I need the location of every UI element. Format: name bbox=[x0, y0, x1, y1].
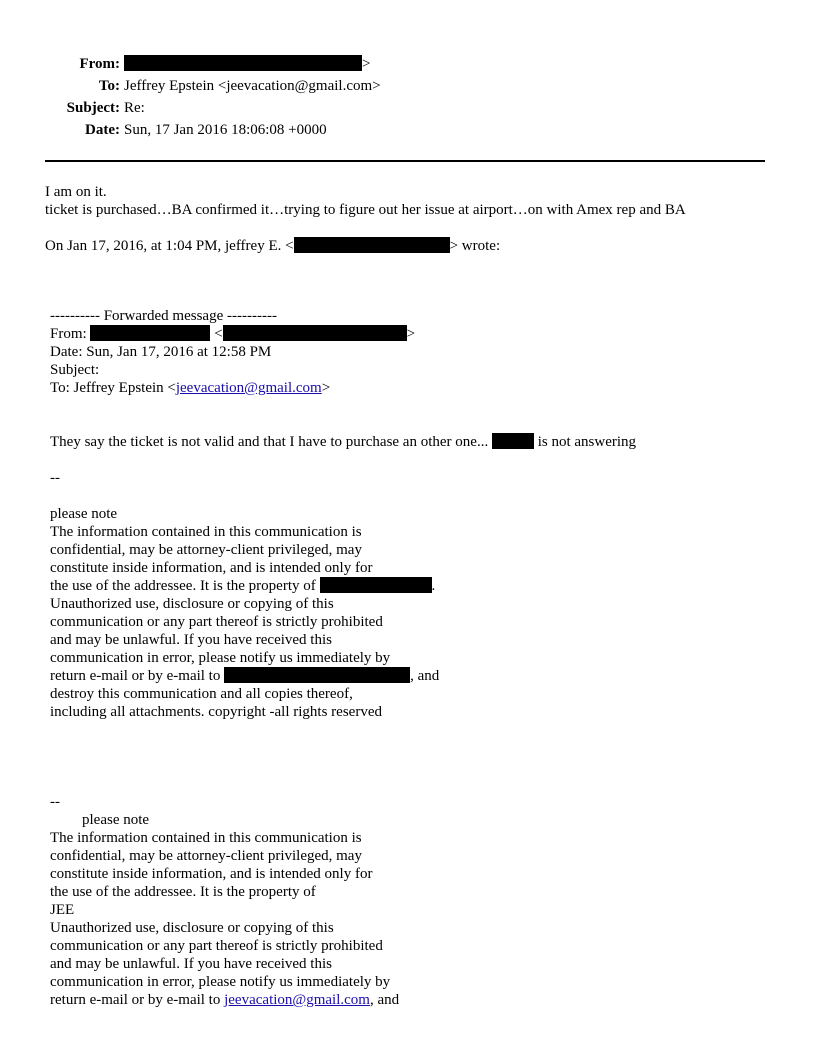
redaction-box bbox=[224, 667, 410, 683]
quote-prefix: On Jan 17, 2016, at 1:04 PM, jeffrey E. < bbox=[45, 238, 294, 254]
forwarded-message bbox=[50, 433, 636, 451]
disclaimer-line: communication or any part thereof is strictly prohibited bbox=[50, 938, 383, 954]
disclaimer-line: communication or any part thereof is strictly prohibited bbox=[50, 614, 383, 630]
redaction-box bbox=[223, 325, 407, 341]
disclaimer-line: confidential, may be attorney-client privileged, may bbox=[50, 848, 362, 864]
redaction-box bbox=[294, 237, 450, 253]
from-value bbox=[124, 53, 370, 75]
disclaimer-line: JEE bbox=[50, 902, 75, 918]
disclaimer-line: the use of the addressee. It is the property of bbox=[50, 884, 316, 900]
disclaimer-line: destroy this communication and all copies thereof, bbox=[50, 686, 353, 702]
redaction-box bbox=[492, 433, 534, 449]
forwarded-banner: ---------- Forwarded message ---------- bbox=[50, 308, 277, 324]
forwarded-from-gt: > bbox=[406, 326, 416, 342]
subject-row bbox=[40, 97, 381, 119]
redaction-box bbox=[124, 55, 362, 71]
disclaimer-line: Unauthorized use, disclosure or copying of this bbox=[50, 596, 334, 612]
reply-body bbox=[45, 183, 686, 219]
forwarded-to-suffix: > bbox=[321, 380, 331, 396]
quote-suffix: > wrote: bbox=[449, 238, 501, 254]
email-header bbox=[40, 53, 381, 141]
disclaimer-text: the use of the addressee. It is the property of bbox=[50, 578, 316, 594]
from-suffix: > bbox=[362, 56, 371, 72]
disclaimer-text: return e-mail or by e-mail to bbox=[50, 992, 221, 1008]
subject-value: Re: bbox=[124, 100, 145, 116]
date-value: Sun, 17 Jan 2016 18:06:08 +0000 bbox=[124, 122, 327, 138]
disclaimer-text: , and bbox=[369, 992, 400, 1008]
to-label: To: bbox=[98, 78, 120, 94]
to-row bbox=[40, 75, 381, 97]
forwarded-to bbox=[50, 379, 415, 397]
header-divider bbox=[45, 160, 765, 162]
disclaimer-text: , and bbox=[410, 668, 440, 684]
forwarded-from bbox=[50, 325, 415, 343]
disclaimer-line: please note bbox=[82, 812, 150, 828]
forwarded-date: Date: Sun, Jan 17, 2016 at 12:58 PM bbox=[50, 344, 272, 360]
forwarded-subject: Subject: bbox=[50, 362, 100, 378]
disclaimer-line: including all attachments. copyright -all rights reserved bbox=[50, 704, 382, 720]
quote-attribution bbox=[45, 237, 500, 255]
disclaimer-block-2 bbox=[50, 793, 399, 1009]
disclaimer-text: return e-mail or by e-mail to bbox=[50, 668, 221, 684]
disclaimer-line: Unauthorized use, disclosure or copying of this bbox=[50, 920, 334, 936]
to-value: Jeffrey Epstein <jeevacation@gmail.com> bbox=[124, 78, 381, 94]
reply-line-1: I am on it. bbox=[45, 184, 107, 200]
date-label: Date: bbox=[85, 122, 120, 138]
disclaimer-line: please note bbox=[50, 506, 118, 522]
subject-label: Subject: bbox=[66, 100, 120, 116]
signature-separator: -- bbox=[50, 794, 60, 810]
from-label: From: bbox=[79, 56, 120, 72]
date-row bbox=[40, 119, 381, 141]
disclaimer-line: and may be unlawful. If you have received this bbox=[50, 956, 332, 972]
disclaimer-line bbox=[50, 667, 439, 685]
redaction-box bbox=[90, 325, 210, 341]
disclaimer-line: constitute inside information, and is intended only for bbox=[50, 866, 373, 882]
forwarded-from-lt: < bbox=[214, 326, 223, 342]
from-row bbox=[40, 53, 381, 75]
disclaimer-line: and may be unlawful. If you have received this bbox=[50, 632, 332, 648]
disclaimer-line: communication in error, please notify us immediately by bbox=[50, 974, 391, 990]
disclaimer-block bbox=[50, 505, 439, 721]
forwarded-to-prefix: To: Jeffrey Epstein < bbox=[50, 380, 176, 396]
reply-line-2: ticket is purchased…BA confirmed it…trying to figure out her issue at airport…on with Amex rep and BA bbox=[45, 202, 686, 218]
disclaimer-line: constitute inside information, and is intended only for bbox=[50, 560, 373, 576]
message-suffix: is not answering bbox=[537, 434, 637, 450]
disclaimer-text: . bbox=[431, 578, 436, 594]
email-link[interactable]: jeevacation@gmail.com bbox=[224, 992, 370, 1008]
disclaimer-line: communication in error, please notify us immediately by bbox=[50, 650, 391, 666]
message-prefix: They say the ticket is not valid and that I have to purchase an other one... bbox=[50, 434, 489, 450]
disclaimer-line: confidential, may be attorney-client privileged, may bbox=[50, 542, 362, 558]
disclaimer-line bbox=[50, 577, 439, 595]
redaction-box bbox=[320, 577, 432, 593]
forwarded-from-label: From: bbox=[50, 326, 87, 342]
disclaimer-line bbox=[50, 991, 399, 1009]
email-link[interactable]: jeevacation@gmail.com bbox=[175, 380, 322, 396]
disclaimer-line: The information contained in this communication is bbox=[50, 830, 362, 846]
disclaimer-line: The information contained in this communication is bbox=[50, 524, 362, 540]
signature-separator: -- bbox=[50, 470, 60, 486]
forwarded-header bbox=[50, 307, 415, 397]
